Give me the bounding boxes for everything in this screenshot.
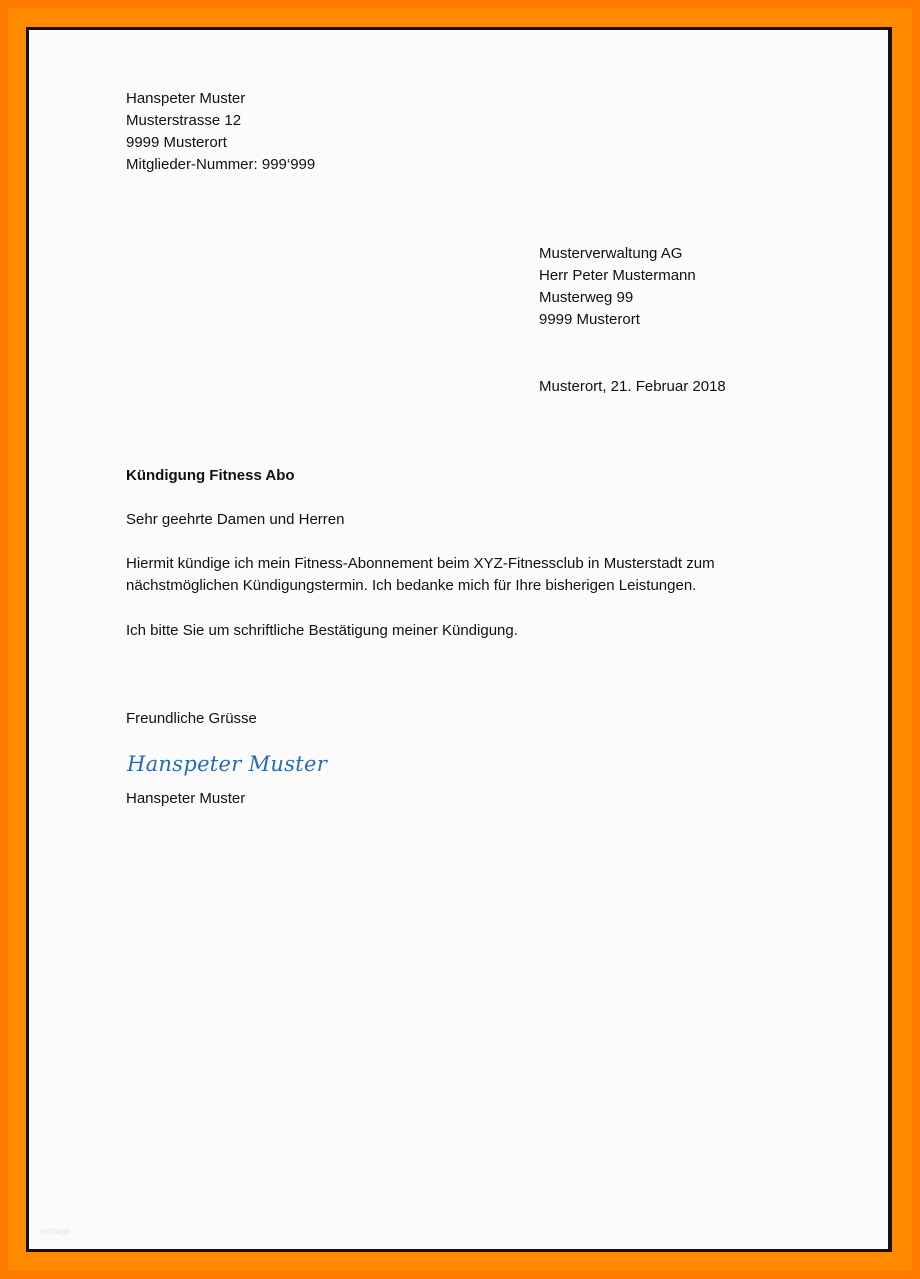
recipient-address [539, 243, 696, 331]
recipient-company: Musterverwaltung AG [539, 245, 683, 262]
sender-address [126, 88, 315, 176]
letter-page [26, 27, 892, 1252]
body-paragraph-1 [126, 553, 715, 597]
body-paragraph-1-line-2: nächstmöglichen Kündigungstermin. Ich bedanke mich für Ihre bisherigen Leistungen. [126, 577, 697, 594]
body-paragraph-2: Ich bitte Sie um schriftliche Bestätigung meiner Kündigung. [126, 622, 518, 639]
signer-name: Hanspeter Muster [126, 790, 246, 807]
letter-date: Musterort, 21. Februar 2018 [539, 378, 726, 395]
recipient-city: 9999 Musterort [539, 311, 640, 328]
sender-name: Hanspeter Muster [126, 90, 246, 107]
sender-city: 9999 Musterort [126, 134, 227, 151]
sender-street: Musterstrasse 12 [126, 112, 242, 129]
recipient-person: Herr Peter Mustermann [539, 267, 696, 284]
salutation: Sehr geehrte Damen und Herren [126, 511, 345, 528]
closing: Freundliche Grüsse [126, 710, 257, 727]
watermark: vorlage [41, 1226, 71, 1236]
letter-subject: Kündigung Fitness Abo [126, 467, 295, 484]
handwritten-signature: Hanspeter Muster [127, 752, 328, 776]
sender-member-number: Mitglieder-Nummer: 999‘999 [126, 156, 316, 173]
body-paragraph-1-line-1: Hiermit kündige ich mein Fitness-Abonnement beim XYZ-Fitnessclub in Musterstadt zum [126, 555, 715, 572]
recipient-street: Musterweg 99 [539, 289, 634, 306]
